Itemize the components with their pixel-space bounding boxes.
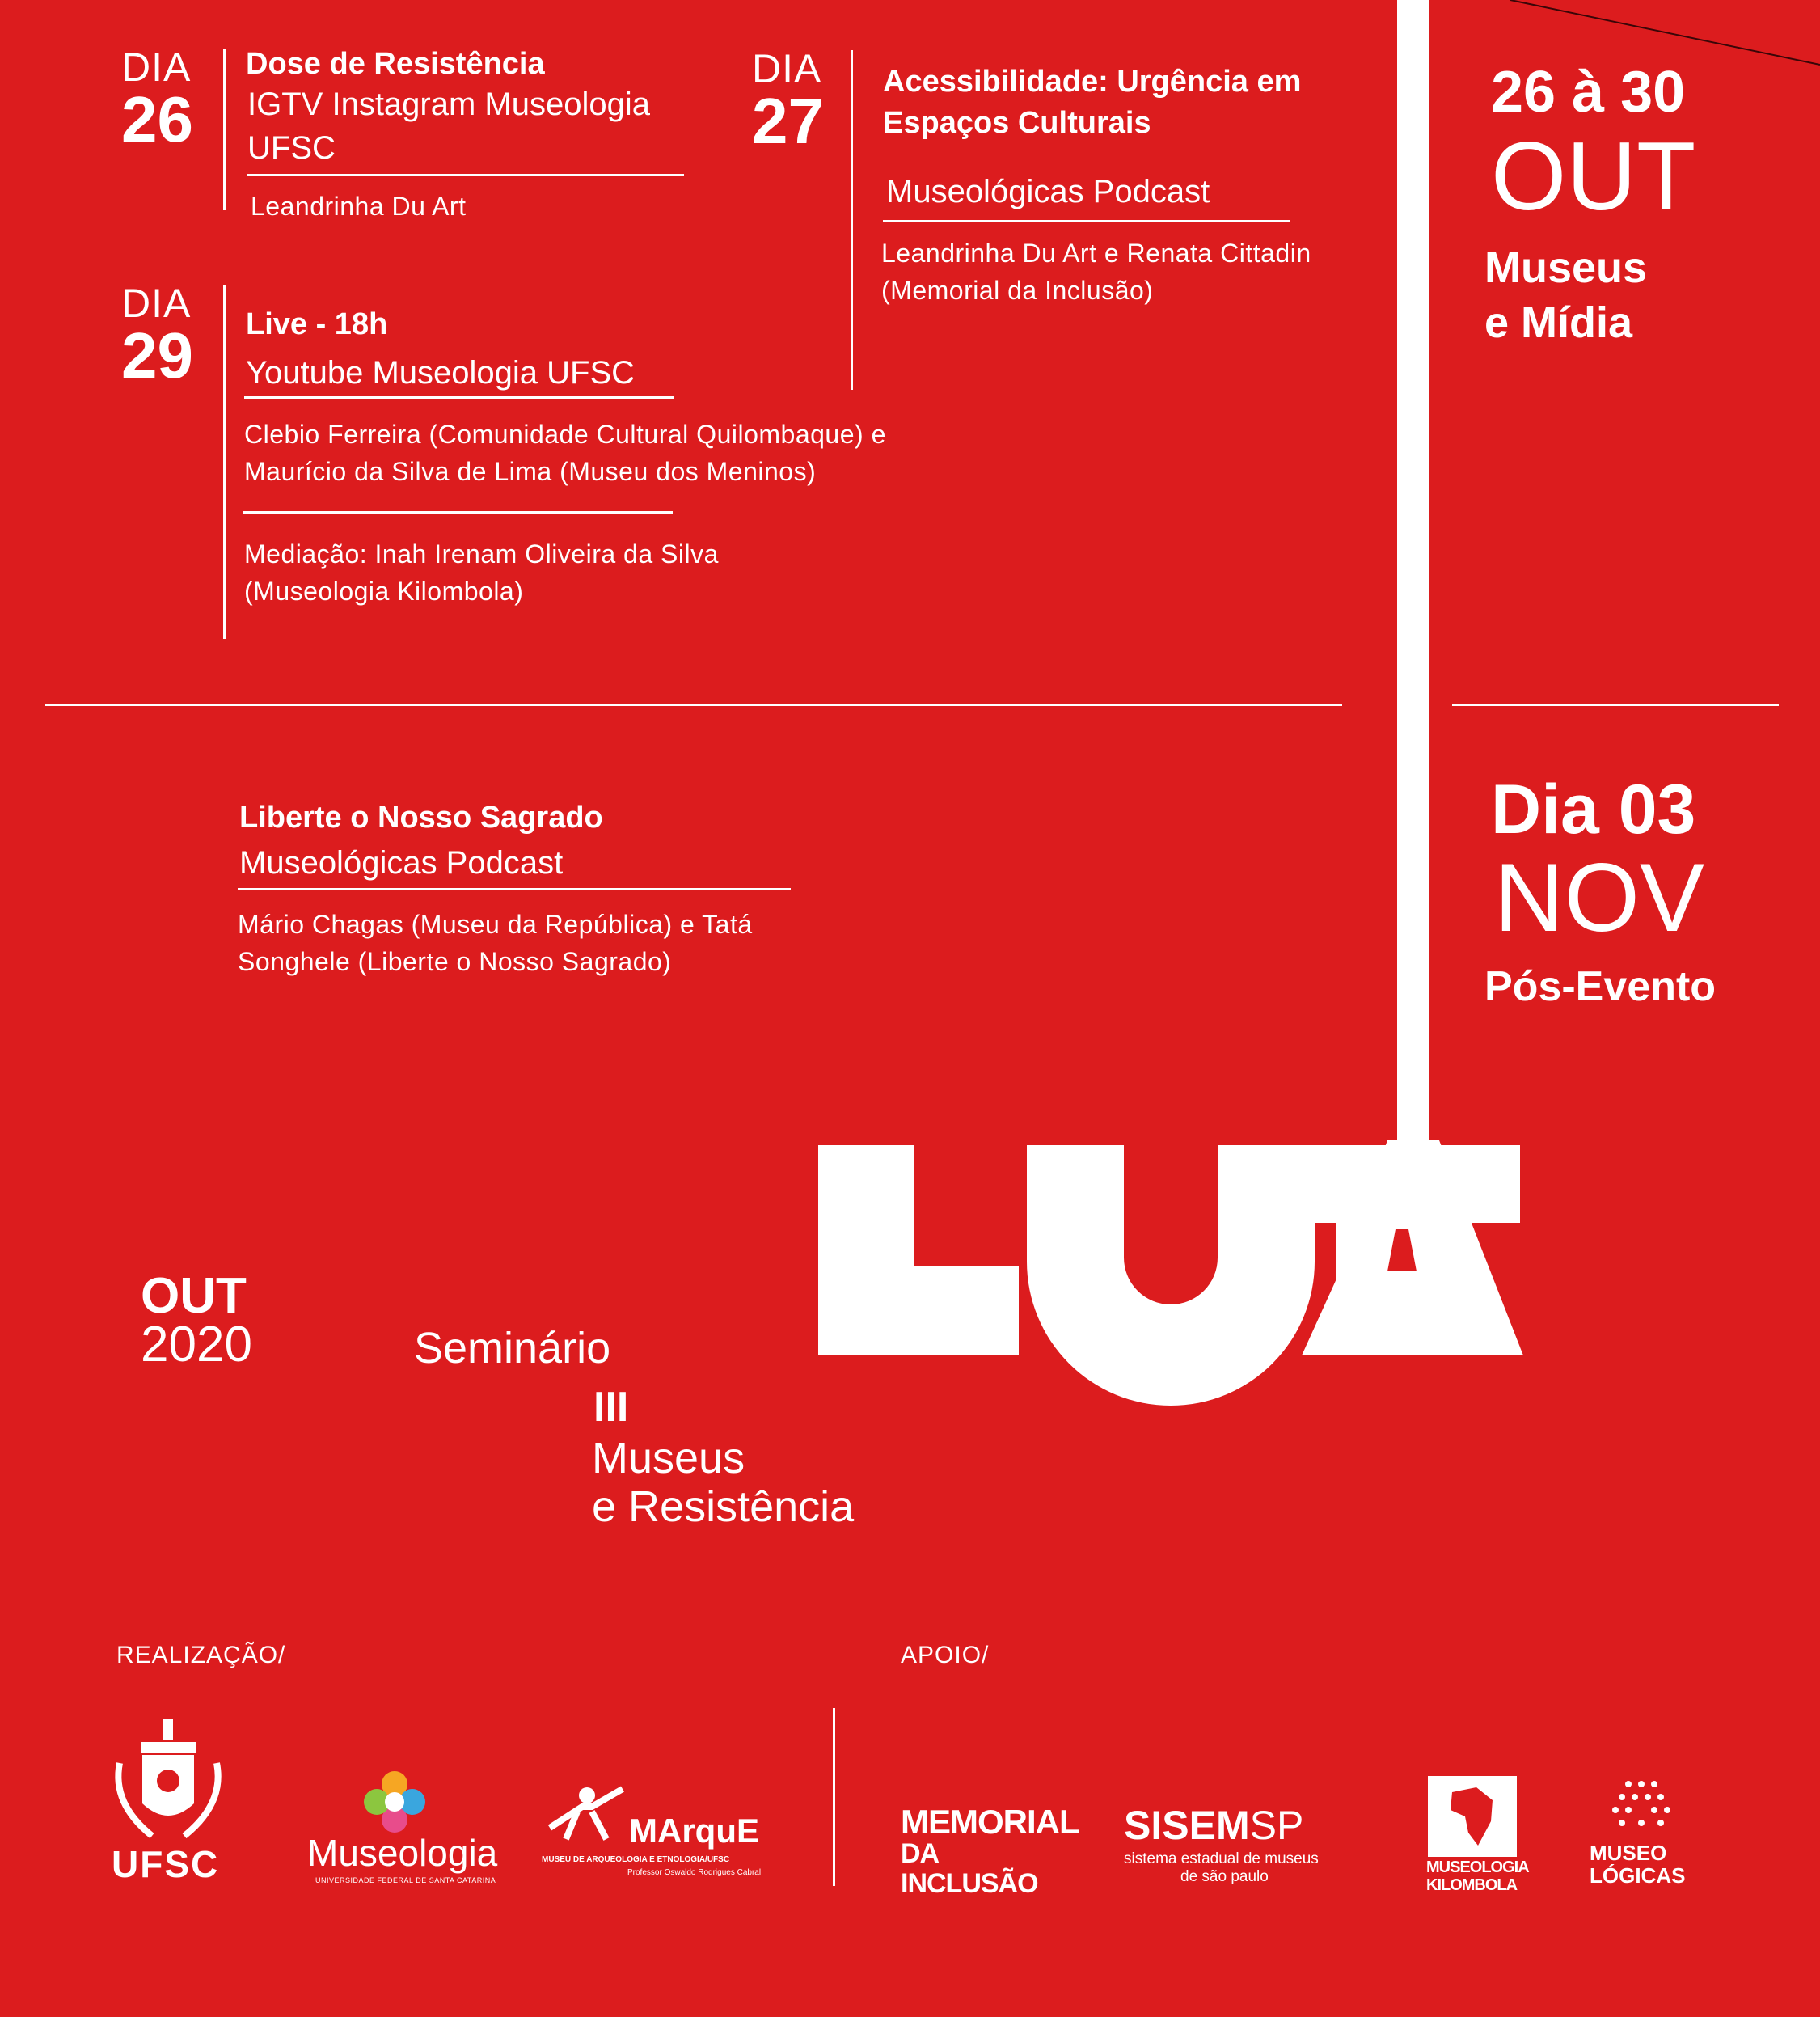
dia-word: DIA xyxy=(752,46,822,91)
diagonal-line xyxy=(1510,0,1820,65)
ufsc-crest-icon xyxy=(103,1715,233,1844)
africa-map-icon xyxy=(1428,1776,1517,1857)
marque-subtext-2: Professor Oswaldo Rodrigues Cabral xyxy=(627,1868,762,1877)
post-event-channel: Museológicas Podcast xyxy=(239,845,564,881)
theme-line-1: Museus xyxy=(1484,243,1648,292)
event-name-line-2: e Resistência xyxy=(592,1482,855,1531)
museologia-text: Museologia xyxy=(307,1832,498,1874)
museologia-logo[interactable] xyxy=(304,1770,506,1883)
memorial-line-1: MEMORIAL xyxy=(901,1803,1079,1841)
ufsc-logo[interactable] xyxy=(103,1715,233,1884)
letter-l xyxy=(818,1145,1019,1355)
credits-divider xyxy=(833,1708,835,1886)
memorial-line-2: DA INCLUSÃO xyxy=(901,1838,1038,1900)
museologicas-line-1: MUSEO xyxy=(1590,1841,1667,1865)
post-event-people: Mário Chagas (Museu da República) e Tatá Songhele (Liberte o Nosso Sagrado) xyxy=(238,910,753,977)
post-event-title: Liberte o Nosso Sagrado xyxy=(239,801,603,835)
day-29-title: Live - 18h xyxy=(246,307,388,341)
museologicas-line-2: LÓGICAS xyxy=(1590,1863,1686,1888)
marque-figure-icon xyxy=(542,1779,631,1844)
day-26-channel: IGTV Instagram Museologia UFSC xyxy=(247,87,650,166)
day-number: 27 xyxy=(752,85,824,157)
day-27-title: Acessibilidade: Urgência em Espaços Culturais xyxy=(883,65,1302,141)
sisem-logo[interactable] xyxy=(1124,1805,1334,1886)
day-29-people: Clebio Ferreira (Comunidade Cultural Quilombaque) e Maurício da Silva de Lima (Museu dos Meninos) xyxy=(244,420,886,487)
apoio-label: APOIO/ xyxy=(901,1642,990,1668)
dia-word: DIA xyxy=(121,44,192,90)
sisem-text: SISEM xyxy=(1124,1803,1250,1848)
day-27-channel: Museológicas Podcast xyxy=(886,174,1210,209)
day-26-people: Leandrinha Du Art xyxy=(251,192,467,221)
sisem-sp-text: SP xyxy=(1249,1803,1304,1848)
edition-numeral: III xyxy=(593,1384,629,1431)
dia-word: DIA xyxy=(121,281,192,326)
luta-vertical-bar xyxy=(1397,0,1429,1145)
museologicas-logo[interactable] xyxy=(1586,1776,1700,1889)
theme-line-2: e Mídia xyxy=(1484,298,1633,347)
day-number: 26 xyxy=(121,83,193,155)
event-month: OUT xyxy=(141,1268,247,1324)
sisem-subtext-1: sistema estadual de museus xyxy=(1124,1850,1319,1867)
seminario-label: Seminário xyxy=(414,1324,611,1372)
ufsc-text: UFSC xyxy=(112,1843,220,1885)
day-29-channel: Youtube Museologia UFSC xyxy=(246,355,636,391)
memorial-logo[interactable] xyxy=(901,1803,1079,1900)
kilombola-line-1: MUSEOLOGIA xyxy=(1426,1858,1529,1876)
museologia-subtext: UNIVERSIDADE FEDERAL DE SANTA CATARINA xyxy=(315,1876,496,1884)
event-name-line-1: Museus xyxy=(592,1434,745,1482)
date-range-month: OUT xyxy=(1491,122,1696,230)
flower-icon xyxy=(362,1770,427,1834)
day-26-title: Dose de Resistência xyxy=(246,47,545,81)
date-range: 26 à 30 xyxy=(1491,60,1686,125)
day-number: 29 xyxy=(121,319,193,391)
event-year: 2020 xyxy=(141,1317,252,1372)
marque-logo[interactable] xyxy=(542,1779,776,1884)
post-month: NOV xyxy=(1494,844,1705,952)
kilombola-logo[interactable] xyxy=(1426,1776,1529,1897)
sisem-subtext-2: de são paulo xyxy=(1180,1868,1269,1885)
marque-subtext-1: MUSEU DE ARQUEOLOGIA E ETNOLOGIA/UFSC xyxy=(542,1855,730,1864)
post-event-label: Pós-Evento xyxy=(1484,963,1717,1010)
day-29-mediation: Mediação: Inah Irenam Oliveira da Silva (Museologia Kilombola) xyxy=(244,539,719,607)
marque-text: MArquE xyxy=(629,1812,759,1850)
post-day: Dia 03 xyxy=(1491,771,1696,848)
realizacao-label: REALIZAÇÃO/ xyxy=(116,1642,286,1668)
dots-icon xyxy=(1604,1776,1685,1841)
day-27-people: Leandrinha Du Art e Renata Cittadin (Memorial da Inclusão) xyxy=(881,239,1311,306)
kilombola-line-2: KILOMBOLA xyxy=(1426,1876,1518,1894)
